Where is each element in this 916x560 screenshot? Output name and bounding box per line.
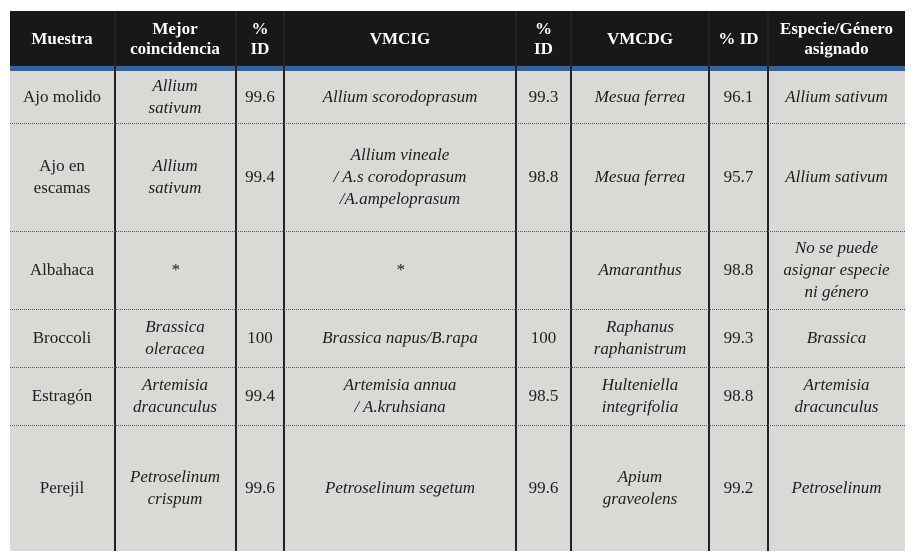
cell-especie-genero-line: Brassica <box>806 328 867 347</box>
cell-vmcdg-line: graveolens <box>602 489 678 508</box>
cell-id-1-value: 99.4 <box>245 167 275 186</box>
cell-muestra-line: Broccoli <box>32 328 92 347</box>
cell-vmcig-line: Allium vineale <box>350 145 450 164</box>
cell-mejor-coincidencia-line: Petroselinum <box>129 467 221 486</box>
cell-muestra-line: Perejil <box>39 478 85 497</box>
cell-vmcdg-line: Apium <box>617 467 663 486</box>
header-vmcdg-label: VMCDG <box>606 28 674 48</box>
cell-especie-genero-line: ni género <box>804 282 869 301</box>
cell-especie-genero-line: Artemisia <box>803 375 870 394</box>
header-especie-line-2: asignado <box>804 38 869 58</box>
cell-mejor-coincidencia <box>114 71 236 123</box>
cell-id-2 <box>516 309 571 367</box>
cell-id-2-value: 98.8 <box>528 167 559 186</box>
header-mejor-line-1: Mejor <box>152 18 198 38</box>
cell-especie-genero-line: No se puede <box>794 238 879 257</box>
header-muestra-label: Muestra <box>31 28 93 48</box>
cell-mejor-coincidencia-line: Artemisia <box>141 375 209 394</box>
cell-id-3-value: 98.8 <box>723 260 754 279</box>
cell-id-1 <box>236 71 284 123</box>
header-vmcig-label: VMCIG <box>369 28 431 48</box>
cell-muestra <box>10 367 114 425</box>
cell-vmcig-line: Allium scorodoprasum <box>322 87 478 106</box>
cell-vmcig <box>284 71 516 123</box>
cell-id-2 <box>516 123 571 231</box>
cell-vmcdg-line: raphanistrum <box>593 339 687 358</box>
cell-id-3 <box>709 231 768 309</box>
cell-vmcdg <box>571 123 709 231</box>
cell-especie-genero <box>768 309 905 367</box>
cell-especie-genero-line: Allium sativum <box>785 167 888 186</box>
cell-mejor-coincidencia-line: Allium <box>152 156 198 175</box>
cell-especie-genero-line: dracunculus <box>794 397 879 416</box>
header-id-1 <box>236 11 284 66</box>
cell-vmcdg <box>571 367 709 425</box>
cell-muestra-line: Ajo en <box>39 156 85 175</box>
cell-vmcdg-line: Mesua ferrea <box>594 87 686 106</box>
cell-vmcdg-line: Hulteniella <box>601 375 679 394</box>
header-id-1-line-1: % <box>251 18 269 38</box>
cell-especie-genero <box>768 231 905 309</box>
cell-muestra <box>10 231 114 309</box>
cell-muestra-line: Ajo molido <box>23 87 101 106</box>
cell-id-2 <box>516 71 571 123</box>
cell-mejor-coincidencia-line: Brassica <box>145 317 205 336</box>
header-muestra <box>10 11 114 66</box>
cell-vmcig-line: / A.kruhsiana <box>354 397 446 416</box>
cell-vmcig-line: Artemisia annua <box>343 375 457 394</box>
cell-mejor-coincidencia <box>114 231 236 309</box>
cell-vmcig <box>284 309 516 367</box>
cell-vmcdg <box>571 425 709 551</box>
cell-vmcig <box>284 425 516 551</box>
cell-especie-genero <box>768 123 905 231</box>
cell-mejor-coincidencia-line: crispum <box>147 489 203 508</box>
cell-mejor-coincidencia <box>114 367 236 425</box>
cell-mejor-coincidencia <box>114 309 236 367</box>
cell-id-1-value: 100 <box>247 328 273 347</box>
cell-id-3-value: 98.8 <box>723 386 754 405</box>
cell-id-3 <box>709 425 768 551</box>
species-identification-table <box>10 11 905 551</box>
cell-id-2 <box>516 231 571 309</box>
cell-vmcig <box>284 123 516 231</box>
cell-muestra <box>10 425 114 551</box>
cell-id-3-value: 99.3 <box>723 328 754 347</box>
cell-vmcig-line: Brassica napus/B.rapa <box>322 328 478 347</box>
cell-mejor-coincidencia-line: oleracea <box>145 339 205 358</box>
cell-mejor-coincidencia-line: sativum <box>148 178 202 197</box>
cell-vmcig-line: / A.s corodoprasum <box>333 167 467 186</box>
header-especie-line-1: Especie/Género <box>780 18 893 38</box>
cell-vmcig <box>284 367 516 425</box>
cell-vmcig <box>284 231 516 309</box>
header-vmcig <box>284 11 516 66</box>
cell-muestra-line: Albahaca <box>29 260 95 279</box>
cell-vmcdg <box>571 231 709 309</box>
cell-id-3 <box>709 123 768 231</box>
cell-id-1-value: 99.4 <box>245 386 275 405</box>
cell-especie-genero <box>768 71 905 123</box>
cell-id-3 <box>709 309 768 367</box>
cell-id-1 <box>236 309 284 367</box>
cell-vmcdg <box>571 71 709 123</box>
cell-mejor-coincidencia-line: sativum <box>148 98 202 117</box>
header-mejor-coincidencia <box>114 11 236 66</box>
cell-id-2-value: 99.3 <box>528 87 559 106</box>
header-mejor-line-2: coincidencia <box>130 38 220 58</box>
cell-vmcdg-line: Amaranthus <box>598 260 682 279</box>
cell-id-3 <box>709 71 768 123</box>
cell-id-2-value: 98.5 <box>528 386 559 405</box>
cell-vmcdg <box>571 309 709 367</box>
cell-muestra-line: escamas <box>33 178 91 197</box>
cell-id-1-value: 99.6 <box>245 478 275 497</box>
header-id-3-label: % ID <box>718 28 759 48</box>
cell-vmcig-line: * <box>395 260 405 279</box>
cell-id-1 <box>236 231 284 309</box>
header-id-2-line-1: % <box>535 18 552 38</box>
cell-id-3-value: 96.1 <box>723 87 754 106</box>
cell-vmcdg-line: Raphanus <box>606 317 674 336</box>
cell-vmcdg-line: integrifolia <box>601 397 679 416</box>
cell-id-2 <box>516 367 571 425</box>
cell-muestra-line: Estragón <box>31 386 93 405</box>
cell-mejor-coincidencia-line: Allium <box>152 76 198 95</box>
header-especie-genero <box>768 11 905 66</box>
cell-especie-genero-line: asignar especie <box>783 260 890 279</box>
cell-id-2-value: 99.6 <box>528 478 559 497</box>
header-id-2-line-2: ID <box>534 38 553 58</box>
cell-vmcdg-line: Mesua ferrea <box>594 167 686 186</box>
cell-muestra <box>10 309 114 367</box>
cell-id-1 <box>236 123 284 231</box>
cell-id-3-value: 95.7 <box>723 167 754 186</box>
cell-id-1-value: 99.6 <box>245 87 275 106</box>
cell-mejor-coincidencia-line: * <box>170 260 180 279</box>
cell-especie-genero-line: Allium sativum <box>785 87 888 106</box>
header-id-3 <box>709 11 768 66</box>
header-id-1-line-2: ID <box>250 38 270 58</box>
cell-muestra <box>10 71 114 123</box>
cell-id-2 <box>516 425 571 551</box>
cell-id-1 <box>236 425 284 551</box>
cell-mejor-coincidencia <box>114 425 236 551</box>
cell-vmcig-line: Petroselinum segetum <box>325 478 475 497</box>
header-id-2 <box>516 11 571 66</box>
cell-id-3 <box>709 367 768 425</box>
header-vmcdg <box>571 11 709 66</box>
cell-especie-genero-line: Petroselinum <box>791 478 882 497</box>
cell-id-1 <box>236 367 284 425</box>
cell-mejor-coincidencia <box>114 123 236 231</box>
cell-especie-genero <box>768 425 905 551</box>
cell-vmcig-line: /A.ampeloprasum <box>339 189 461 208</box>
cell-mejor-coincidencia-line: dracunculus <box>132 397 218 416</box>
cell-id-3-value: 99.2 <box>723 478 754 497</box>
cell-muestra <box>10 123 114 231</box>
cell-especie-genero <box>768 367 905 425</box>
cell-id-2-value: 100 <box>530 328 557 347</box>
